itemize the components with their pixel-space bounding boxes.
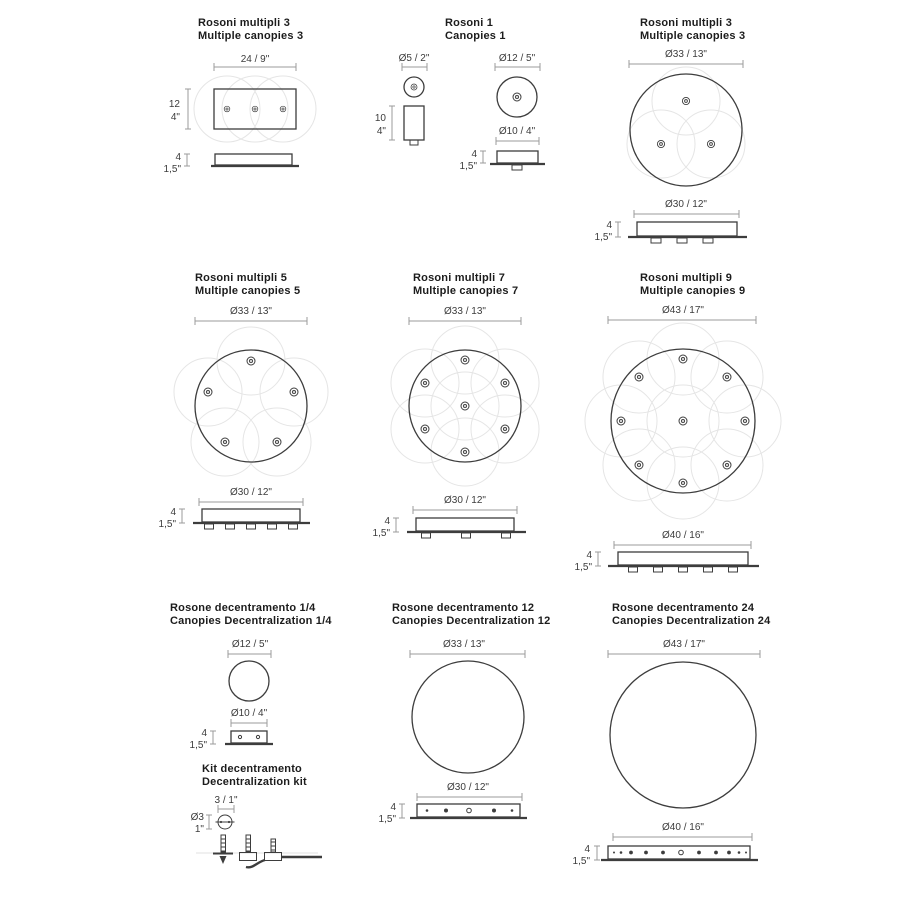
screw-icon bbox=[682, 97, 689, 104]
screw-icon bbox=[221, 438, 229, 446]
profile-height-dimension-line bbox=[179, 509, 185, 523]
panel-title-line2: Canopies Decentralization 24 bbox=[612, 615, 771, 627]
top-dimension-label: Ø33 / 13" bbox=[230, 306, 272, 317]
top-dimension-label: Ø33 / 13" bbox=[443, 639, 485, 650]
panel-title-line1: Rosone decentramento 12 bbox=[392, 602, 535, 614]
mount-block bbox=[240, 853, 257, 861]
top-dimension-line bbox=[228, 650, 271, 658]
base-dimension-line bbox=[231, 719, 267, 727]
canopy-plate-outline bbox=[412, 661, 524, 773]
screw-icon bbox=[723, 461, 731, 469]
panel-dec24 bbox=[573, 602, 772, 867]
side-view-hole bbox=[661, 851, 665, 855]
screw-icon bbox=[280, 106, 286, 112]
side-view-tab bbox=[677, 238, 687, 243]
profile-height-label-cm: 4 bbox=[390, 802, 396, 813]
side-view-hole bbox=[697, 851, 701, 855]
panel-dec12 bbox=[379, 602, 551, 825]
bracket-hole bbox=[220, 821, 222, 823]
panel-multi5 bbox=[159, 272, 328, 530]
panel-title-line2: Multiple canopies 3 bbox=[640, 30, 746, 42]
side-view-hole bbox=[738, 851, 741, 854]
screw-icon bbox=[204, 388, 212, 396]
side-view-body bbox=[202, 509, 300, 522]
screw-icon bbox=[461, 402, 469, 410]
side-view-body bbox=[618, 552, 748, 565]
side-view-hole bbox=[745, 852, 747, 854]
screw-icon bbox=[679, 355, 687, 363]
anchor-tip bbox=[220, 856, 227, 864]
panel-title-line1: Rosoni multipli 9 bbox=[640, 272, 733, 284]
canopy-plate-outline bbox=[229, 661, 269, 701]
body-height-label-in: 4" bbox=[376, 126, 386, 137]
mount-screw-illustration bbox=[240, 835, 257, 861]
profile-height-label-cm: 4 bbox=[170, 507, 176, 518]
side-view-hole bbox=[492, 809, 496, 813]
canopy-plate-outline bbox=[630, 74, 742, 186]
panel-title-line1: Rosone decentramento 1/4 bbox=[170, 602, 316, 614]
profile-height-dimension-line bbox=[399, 804, 405, 818]
height-dimension-label-in: 4" bbox=[170, 112, 180, 123]
side-view-body bbox=[637, 222, 737, 236]
side-view-tab bbox=[651, 238, 661, 243]
side-view-tab bbox=[629, 567, 638, 572]
panel-multi3-round bbox=[595, 17, 747, 243]
side-view-tab bbox=[462, 533, 471, 538]
screw-icon bbox=[513, 93, 521, 101]
profile-height-label-cm: 4 bbox=[584, 844, 590, 855]
pitch-dimension-label: 3 / 1" bbox=[214, 795, 238, 806]
profile-height-label-in: 1,5" bbox=[594, 232, 612, 243]
side-view-hole bbox=[644, 851, 648, 855]
panel-title-line1: Rosoni 1 bbox=[445, 17, 494, 29]
side-view-body bbox=[231, 731, 267, 743]
panel-title-line2: Canopies Decentralization 1/4 bbox=[170, 615, 332, 627]
side-view-body bbox=[215, 154, 292, 165]
profile-height-label-in: 1,5" bbox=[189, 740, 207, 751]
top-dimension-line bbox=[409, 317, 521, 325]
profile-height-label-in: 1,5" bbox=[574, 562, 592, 573]
panel-title-line2: Decentralization kit bbox=[202, 776, 307, 788]
side-view-hole bbox=[620, 851, 623, 854]
panel-kit bbox=[191, 763, 322, 867]
gripper-block bbox=[265, 853, 282, 861]
base-dimension-label: Ø10 / 4" bbox=[498, 126, 536, 137]
small-top-dimension-line bbox=[402, 63, 427, 71]
profile-height-label-cm: 4 bbox=[175, 152, 181, 163]
side-view-hole bbox=[629, 851, 633, 855]
profile-height-label-cm: 4 bbox=[606, 220, 612, 231]
side-view-hole bbox=[613, 852, 615, 854]
top-dimension-line bbox=[608, 650, 760, 658]
base-dimension-line bbox=[614, 541, 751, 549]
screw-icon bbox=[635, 373, 643, 381]
side-view-tab bbox=[289, 524, 298, 529]
canopy-plate-outline bbox=[195, 350, 307, 462]
side-view-hole-center bbox=[467, 808, 472, 813]
panel-multi3-rect bbox=[164, 17, 316, 175]
panel-dec-quarter bbox=[170, 602, 332, 751]
top-dimension-line bbox=[410, 650, 525, 658]
height-dimension-label-cm: 12 bbox=[168, 99, 180, 110]
screw-icon bbox=[679, 479, 687, 487]
side-view-hole bbox=[238, 735, 241, 738]
side-view-tab bbox=[502, 533, 511, 538]
width-dimension-label: 24 / 9" bbox=[240, 54, 270, 65]
large-top-dimension-line bbox=[495, 63, 540, 71]
profile-height-label-in: 1,5" bbox=[158, 519, 176, 530]
profile-height-dimension-line bbox=[480, 151, 486, 163]
profile-height-dimension-line bbox=[393, 518, 399, 532]
profile-height-label-cm: 4 bbox=[201, 728, 207, 739]
screw-icon bbox=[421, 379, 429, 387]
panel-title-line1: Rosone decentramento 24 bbox=[612, 602, 755, 614]
side-view-tab bbox=[247, 524, 256, 529]
base-dimension-label: Ø10 / 4" bbox=[230, 708, 268, 719]
base-dimension-label: Ø30 / 12" bbox=[447, 782, 489, 793]
profile-height-label-in: 1,5" bbox=[372, 528, 390, 539]
cable-curve bbox=[246, 860, 265, 867]
side-view-body bbox=[416, 518, 514, 531]
panel-title-line2: Multiple canopies 7 bbox=[413, 285, 519, 297]
profile-height-dimension-line bbox=[210, 731, 216, 744]
side-view-tab bbox=[703, 238, 713, 243]
profile-height-label-cm: 4 bbox=[384, 516, 390, 527]
side-view-hole bbox=[727, 851, 731, 855]
side-view-tab bbox=[704, 567, 713, 572]
side-view-cable-nub bbox=[512, 165, 522, 170]
screw-icon bbox=[617, 417, 625, 425]
side-view-hole bbox=[256, 735, 259, 738]
panel-title-line1: Rosoni multipli 3 bbox=[198, 17, 291, 29]
side-view-tab bbox=[205, 524, 214, 529]
profile-height-dimension-line bbox=[184, 154, 190, 166]
side-view-tab bbox=[226, 524, 235, 529]
panel-title-line2: Canopies 1 bbox=[445, 30, 506, 42]
panel-title-line1: Rosoni multipli 5 bbox=[195, 272, 288, 284]
side-view-tab bbox=[268, 524, 277, 529]
profile-height-dimension-line bbox=[595, 552, 601, 566]
diameter-label-cm: Ø3 bbox=[190, 812, 204, 823]
side-view-hole-center bbox=[679, 850, 684, 855]
panel-single1 bbox=[375, 17, 545, 172]
screw-icon bbox=[635, 461, 643, 469]
screw-icon bbox=[501, 425, 509, 433]
top-dimension-label: Ø12 / 5" bbox=[231, 639, 269, 650]
anchor-screw-illustration bbox=[213, 835, 233, 864]
profile-height-label-in: 1,5" bbox=[459, 161, 477, 172]
profile-height-dimension-line bbox=[594, 846, 600, 860]
profile-height-label-cm: 4 bbox=[471, 149, 477, 160]
screw-icon bbox=[657, 140, 664, 147]
screw-icon bbox=[461, 356, 469, 364]
body-height-dimension-line bbox=[389, 106, 395, 140]
side-view-tab bbox=[729, 567, 738, 572]
screw-icon bbox=[501, 379, 509, 387]
panel-title-line1: Kit decentramento bbox=[202, 763, 302, 775]
base-dimension-line bbox=[417, 793, 522, 801]
cylinder-side-view bbox=[404, 106, 424, 140]
side-view-tab bbox=[679, 567, 688, 572]
canopy-plate-outline bbox=[610, 662, 756, 808]
top-dimension-label: Ø33 / 13" bbox=[665, 49, 707, 60]
screw-icon bbox=[273, 438, 281, 446]
large-top-dimension-label: Ø12 / 5" bbox=[498, 53, 536, 64]
base-dimension-line bbox=[613, 833, 752, 841]
side-view-body bbox=[497, 151, 538, 163]
diameter-dimension-line bbox=[206, 815, 212, 829]
screw-icon bbox=[723, 373, 731, 381]
top-dimension-label: Ø43 / 17" bbox=[662, 305, 704, 316]
small-top-dimension-label: Ø5 / 2" bbox=[398, 53, 430, 64]
screw-icon bbox=[224, 106, 230, 112]
base-dimension-label: Ø40 / 16" bbox=[662, 530, 704, 541]
profile-height-label-in: 1,5" bbox=[378, 814, 396, 825]
base-dimension-line bbox=[413, 506, 517, 514]
panel-multi9 bbox=[575, 272, 781, 573]
profile-height-label-in: 1,5" bbox=[572, 856, 590, 867]
base-dimension-line bbox=[634, 210, 739, 218]
side-view-body bbox=[417, 804, 520, 817]
screw-icon bbox=[247, 357, 255, 365]
screw-icon bbox=[411, 84, 417, 90]
base-dimension-line bbox=[496, 137, 539, 145]
panel-title-line2: Canopies Decentralization 12 bbox=[392, 615, 551, 627]
screw-icon bbox=[421, 425, 429, 433]
base-dimension-line bbox=[199, 498, 303, 506]
top-dimension-label: Ø33 / 13" bbox=[444, 306, 486, 317]
side-view-tab bbox=[654, 567, 663, 572]
base-dimension-label: Ø40 / 16" bbox=[662, 822, 704, 833]
body-height-label-cm: 10 bbox=[374, 113, 386, 124]
diameter-label-in: 1" bbox=[194, 824, 204, 835]
side-view-hole bbox=[511, 809, 514, 812]
bracket-hole bbox=[228, 821, 230, 823]
profile-height-label-cm: 4 bbox=[586, 550, 592, 561]
top-dimension-line bbox=[195, 317, 307, 325]
panel-title-line2: Multiple canopies 5 bbox=[195, 285, 301, 297]
screw-icon bbox=[290, 388, 298, 396]
panel-multi7 bbox=[373, 272, 539, 539]
screw-icon bbox=[707, 140, 714, 147]
screw-icon bbox=[252, 106, 258, 112]
side-view-hole bbox=[444, 809, 448, 813]
screw-icon bbox=[741, 417, 749, 425]
panel-title-line2: Multiple canopies 9 bbox=[640, 285, 746, 297]
top-dimension-label: Ø43 / 17" bbox=[663, 639, 705, 650]
side-view-hole bbox=[426, 809, 429, 812]
profile-height-dimension-line bbox=[615, 222, 621, 237]
panel-title-line1: Rosoni multipli 7 bbox=[413, 272, 506, 284]
screw-icon bbox=[679, 417, 687, 425]
height-dimension-line bbox=[185, 89, 191, 129]
panel-title-line2: Multiple canopies 3 bbox=[198, 30, 304, 42]
side-view-tab bbox=[422, 533, 431, 538]
pitch-dimension-line bbox=[218, 805, 234, 813]
base-dimension-label: Ø30 / 12" bbox=[444, 495, 486, 506]
base-dimension-label: Ø30 / 12" bbox=[230, 487, 272, 498]
side-view-hole bbox=[714, 851, 718, 855]
base-dimension-label: Ø30 / 12" bbox=[665, 199, 707, 210]
profile-height-label-in: 1,5" bbox=[163, 164, 181, 175]
screw-icon bbox=[461, 448, 469, 456]
panel-title-line1: Rosoni multipli 3 bbox=[640, 17, 733, 29]
cylinder-cable-nub bbox=[410, 140, 418, 145]
